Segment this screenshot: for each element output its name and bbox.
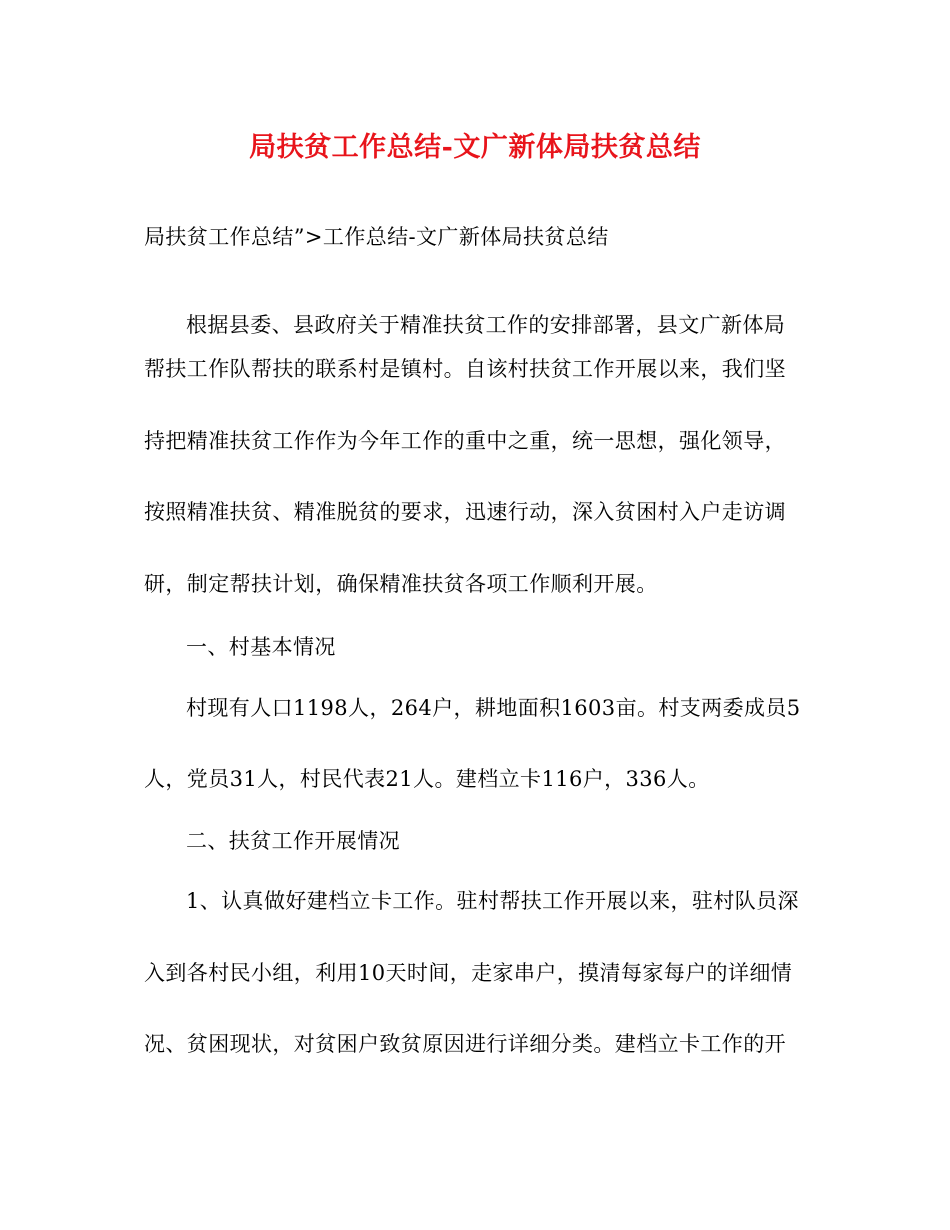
section-heading-1: 一、村基本情况 [186,635,336,659]
text-line-12: 入到各村民小组，利用10天时间，走家串户，摸清每家每户的详细情 [144,961,793,985]
text-line-4: 持把精准扶贫工作作为今年工作的重中之重，统一思想，强化领导， [144,429,786,453]
text-line-1: 局扶贫工作总结”>工作总结-文广新体局扶贫总结 [144,225,609,249]
text-line-9: 人，党员31人，村民代表21人。建档立卡116户，336人。 [144,767,710,791]
document-title: 局扶贫工作总结-文广新体局扶贫总结 [249,132,701,163]
text-line-6: 研，制定帮扶计划，确保精准扶贫各项工作顺利开展。 [144,572,658,596]
text-line-13: 况、贫困现状，对贫困户致贫原因进行详细分类。建档立卡工作的开 [144,1032,786,1056]
text-line-3: 帮扶工作队帮扶的联系村是镇村。自该村扶贫工作开展以来，我们坚 [144,357,786,381]
text-line-5: 按照精准扶贫、精准脱贫的要求，迅速行动，深入贫困村入户走访调 [144,500,786,524]
text-line-8: 村现有人口1198人，264户，耕地面积1603亩。村支两委成员5 [186,696,801,720]
text-line-2: 根据县委、县政府关于精准扶贫工作的安排部署，县文广新体局 [186,313,786,337]
text-line-11: 1、认真做好建档立卡工作。驻村帮扶工作开展以来，驻村队员深 [186,889,799,913]
section-heading-2: 二、扶贫工作开展情况 [186,829,400,853]
